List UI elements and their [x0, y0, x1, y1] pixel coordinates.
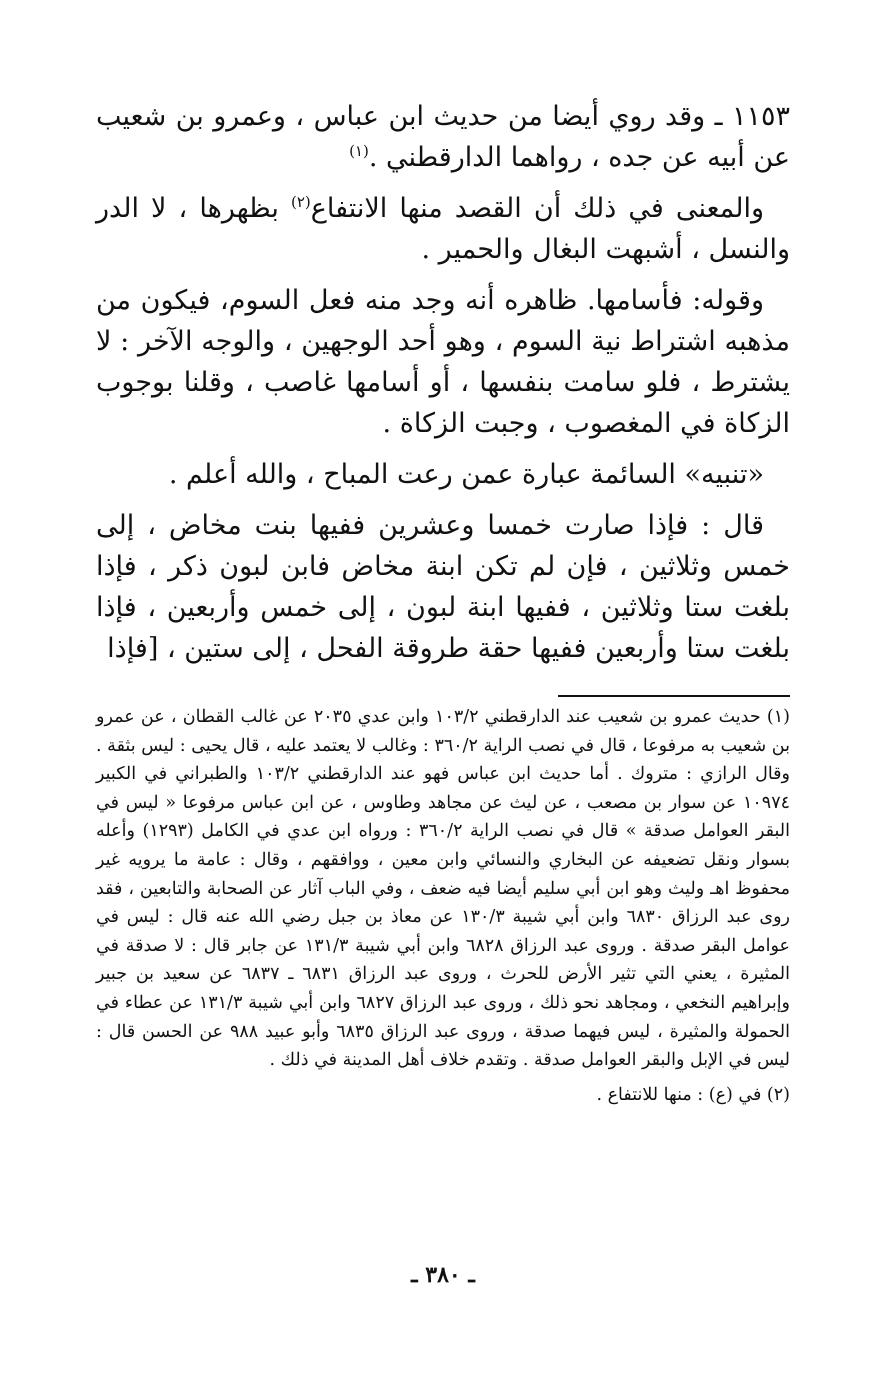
main-text	[96, 96, 790, 669]
paragraph-text: ١١٥٣ ـ وقد روي أيضا من حديث ابن عباس ، وعمرو بن شعيب عن أبيه عن جده ، رواهما الدارقطني .	[96, 101, 790, 173]
paragraph-text: بظهرها ، لا الدر والنسل ، أشبهت البغال والحمير .	[96, 193, 790, 265]
paragraph-text: والمعنى في ذلك أن القصد منها الانتفاع	[310, 193, 764, 224]
document-page	[96, 96, 790, 1109]
footnotes	[96, 703, 790, 1109]
footnote-2: (٢) في (ع) : منها للانتفاع .	[596, 1084, 790, 1105]
paragraph-notice: «تنبيه» السائمة عبارة عمن رعت المباح ، والله أعلم .	[168, 459, 764, 490]
footnote-ref-2: (٢)	[290, 193, 311, 211]
footnote-1: (١) حديث عمرو بن شعيب عند الدارقطني ١٠٣/٢ وابن عدي ٢٠٣٥ عن غالب القطان ، عن عمرو بن شعيب به مرفوعا ، قال في نصب الراية ٣٦٠/٢ : وغالب لا يعتمد عليه ، قال يحيى : ليس بثقة . وقال الرازي : متروك . أما حديث ابن عباس فهو عند الدارقطني ١٠٣/٢ والطبراني في الكبير ١٠٩٧٤ عن سوار بن مصعب ، عن ليث عن مجاهد وطاوس ، عن ابن عباس مرفوعا « ليس في البقر العوامل صدقة » قال في نصب الراية ٣٦٠/٢ : ورواه ابن عدي في الكامل (١٢٩٣) وأعله بسوار ونقل تضعيفه عن البخاري والنسائي وابن معين ، ووافقهم ، وقال : عامة ما يرويه غير محفوظ اهـ وليث وهو ابن أبي سليم أيضا فيه ضعف ، وفي الباب آثار عن الصحابة والتابعين ، فقد روى عبد الرزاق ٦٨٣٠ وابن أبي شيبة ١٣٠/٣ عن معاذ بن جبل رضي الله عنه قال : ليس في عوامل البقر صدقة . وروى عبد الرزاق ٦٨٢٨ وابن أبي شيبة ١٣١/٣ عن جابر قال : لا صدقة في المثيرة ، يعني التي تثير الأرض للحرث ، وروى عبد الرزاق ٦٨٣١ ـ ٦٨٣٧ عن سعيد بن جبير وإبراهيم النخعي ، ومجاهد نحو ذلك ، وروى عبد الرزاق ٦٨٢٧ وابن أبي شيبة ١٣١/٣ عن عطاء في الحمولة والمثيرة ، ليس فيهما صدقة ، وروى عبد الرزاق ٦٨٣٥ وأبو عبيد ٩٨٨ عن الحسن قال : ليس في الإبل والبقر العوامل صدقة . وتقدم خلاف أهل المدينة في ذلك .	[96, 707, 791, 1071]
footnote-divider	[558, 695, 790, 697]
paragraph-qala: قال : فإذا صارت خمسا وعشرين ففيها بنت مخاض ، إلى خمس وثلاثين ، فإن لم تكن ابنة مخاض فابن لبون ذكر ، فإذا بلغت ستا وثلاثين ، ففيها ابنة لبون ، إلى خمس وأربعين ، فإذا بلغت ستا وأربعين ففيها حقة طروقة الفحل ، إلى ستين ، [فإذا	[96, 510, 790, 664]
paragraph-saying: وقوله: فأسامها. ظاهره أنه وجد منه فعل السوم، فيكون من مذهبه اشتراط نية السوم ، وهو أحد الوجهين ، والوجه الآخر : لا يشترط ، فلو سامت بنفسها ، أو أسامها غاصب ، وقلنا بوجوب الزكاة في المغصوب ، وجبت الزكاة .	[96, 285, 790, 439]
paragraph-meaning	[96, 188, 790, 270]
page-number: ـ ٣٨٠ ـ	[411, 1262, 475, 1288]
footnote-ref-1: (١)	[349, 142, 369, 160]
paragraph-hadith-1153	[96, 96, 790, 178]
